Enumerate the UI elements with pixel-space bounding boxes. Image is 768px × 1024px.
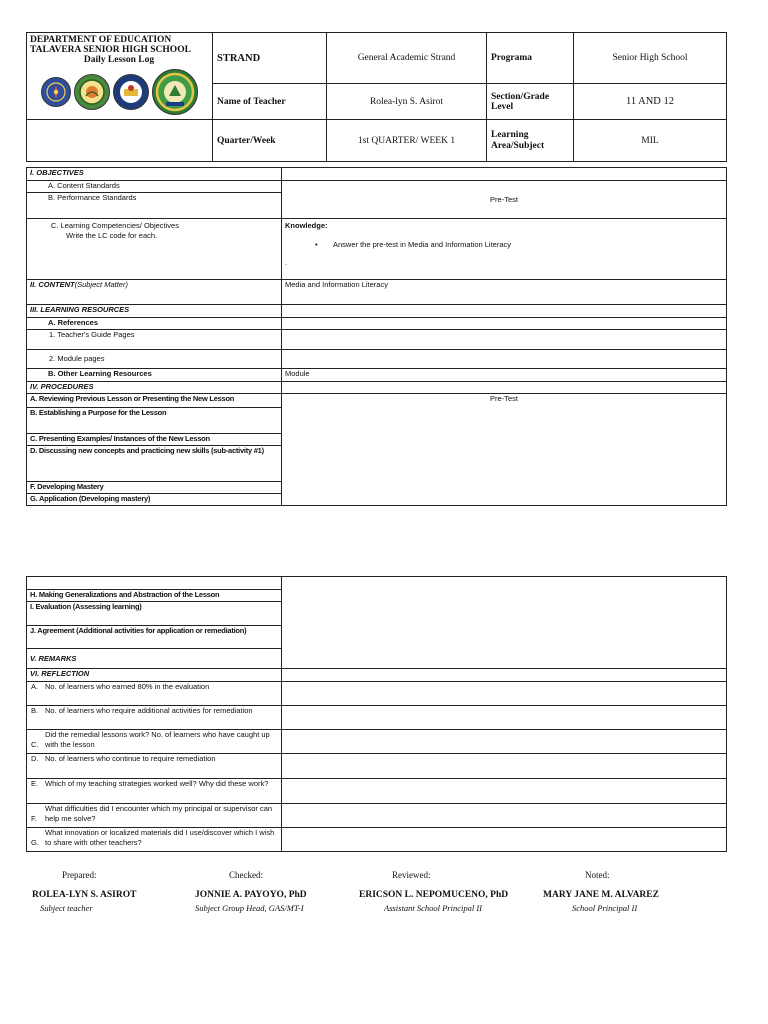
objectives-value [282,168,727,181]
logo-cell-continued [27,120,213,162]
section-value: 11 AND 12 [574,84,727,120]
resources-heading: III. LEARNING RESOURCES [27,305,282,318]
content-standards-label: A. Content Standards [27,181,282,193]
references-label: A. References [27,318,282,330]
school-name: TALAVERA SENIOR HIGH SCHOOL [30,45,191,55]
reflection-item-d: D. No. of learners who continue to require remediation [27,754,282,779]
other-resources-value: Module [282,369,727,382]
province-seal-icon [113,74,149,110]
quarter-value: 1st QUARTER/ WEEK 1 [327,120,487,162]
quarter-label: Quarter/Week [213,120,327,162]
reflection-item-b-value [282,706,727,730]
reviewed-label: Reviewed: [392,870,431,880]
lesson-table [26,167,727,506]
blank-row-label [27,577,282,590]
reflection-item-g: G.What innovation or localized materials did I use/discover which I wish to share with other teachers? [27,828,282,852]
proc-c-label: C. Presenting Examples/ Instances of the New Lesson [27,434,282,446]
tg-pages-value [282,330,727,350]
noter-name: MARY JANE M. ALVAREZ [543,890,659,900]
knowledge-label: Knowledge [285,221,326,230]
division-seal-icon [74,74,110,110]
performance-standards-label: B. Performance Standards [27,193,282,219]
generalization-value [282,577,727,669]
school-info-cell [27,33,213,120]
remarks-heading: V. REMARKS [27,649,282,669]
content-subheading: (Subject Matter) [74,280,128,289]
header-table [26,32,727,162]
noted-label: Noted: [585,870,610,880]
strand-label: STRAND [213,33,327,84]
proc-g-label: G. Application (Developing mastery) [27,494,282,506]
reflection-item-e: E. Which of my teaching strategies worked well? Why did these work? [27,779,282,804]
programa-label: Programa [487,33,574,84]
procedures-heading: IV. PROCEDURES [27,382,282,394]
reviewer-role: Assistant School Principal II [384,903,482,913]
procedures-value-pretest: Pre-Test [282,394,727,506]
teacher-label: Name of Teacher [213,84,327,120]
objectives-heading: I. OBJECTIVES [27,168,282,181]
checker-name: JONNIE A. PAYOYO, PhD [195,890,307,900]
content-heading: II. CONTENT [30,280,75,289]
competencies-label: C. Learning Competencies/ Objectives [51,221,179,230]
school-header [27,33,212,65]
reflection-item-c-value [282,730,727,754]
department-name: DEPARTMENT OF EDUCATION [30,35,172,45]
reflection-item-g-value [282,828,727,852]
school-seal-icon [152,69,198,115]
proc-f-label: F. Developing Mastery [27,482,282,494]
module-pages-label: 2. Module pages [27,350,282,369]
reflection-heading: VI. REFLECTION [27,669,282,682]
checked-label: Checked: [229,870,263,880]
section-label: Section/Grade Level [487,84,574,120]
proc-h-label: H. Making Generalizations and Abstraction of the Lesson [27,590,282,602]
logo-row [27,65,212,119]
programa-value: Senior High School [574,33,727,84]
preparer-role: Subject teacher [40,903,93,913]
knowledge-item: • Answer the pre-test in Media and Information Literacy [315,240,512,249]
learning-area-label: Learning Area/Subject [487,120,574,162]
competencies-note: Write the LC code for each. [66,231,158,240]
reflection-item-b: B. No. of learners who require additional activities for remediation [27,706,282,730]
reflection-item-f: F.What difficulties did I encounter which my principal or supervisor can help me solve? [27,804,282,828]
preparer-name: ROLEA-LYN S. ASIROT [32,890,137,900]
tg-pages-label: 1. Teacher's Guide Pages [27,330,282,350]
other-resources-label: B. Other Learning Resources [27,369,282,382]
reviewer-name: ERICSON L. NEPOMUCENO, PhD [359,890,509,900]
proc-a-label: A. Reviewing Previous Lesson or Presenting the New Lesson [27,394,282,408]
knowledge-item-text: Answer the pre-test in Media and Information Literacy [333,240,512,249]
competencies-cell [27,219,282,280]
reflection-item-e-value [282,779,727,804]
reflection-item-f-value [282,804,727,828]
reflection-item-c: C.Did the remedial lessons work? No. of learners who have caught up with the lesson [27,730,282,754]
reflection-item-a: A. No. of learners who earned 80% in the evaluation [27,682,282,706]
reflection-value [282,669,727,682]
strand-value: General Academic Strand [327,33,487,84]
prepared-label: Prepared: [62,870,97,880]
noter-role: School Principal II [572,903,638,913]
resources-value [282,305,727,318]
lesson-table-continued [26,576,727,852]
proc-i-label: I. Evaluation (Assessing learning) [27,602,282,626]
proc-d-label: D. Discussing new concepts and practicing new skills (sub-activity #1) [27,446,282,482]
content-value: Media and Information Literacy [282,280,727,305]
procedures-value [282,382,727,394]
standards-value: Pre-Test [282,181,727,219]
reflection-item-d-value [282,754,727,779]
learning-area-value: MIL [574,120,727,162]
deped-seal-icon [41,77,71,107]
reflection-item-a-value [282,682,727,706]
document-title: Daily Lesson Log [83,55,155,65]
content-heading-cell [27,280,282,305]
proc-b-label: B. Establishing a Purpose for the Lesson [27,408,282,434]
teacher-value: Rolea-lyn S. Asirot [327,84,487,120]
competencies-value: Knowledge: • Answer the pre-test in Media and Information Literacy . [282,219,727,280]
proc-j-label: J. Agreement (Additional activities for application or remediation) [27,626,282,649]
module-pages-value [282,350,727,369]
references-value [282,318,727,330]
checker-role: Subject Group Head, GAS/MT-I [195,903,304,913]
